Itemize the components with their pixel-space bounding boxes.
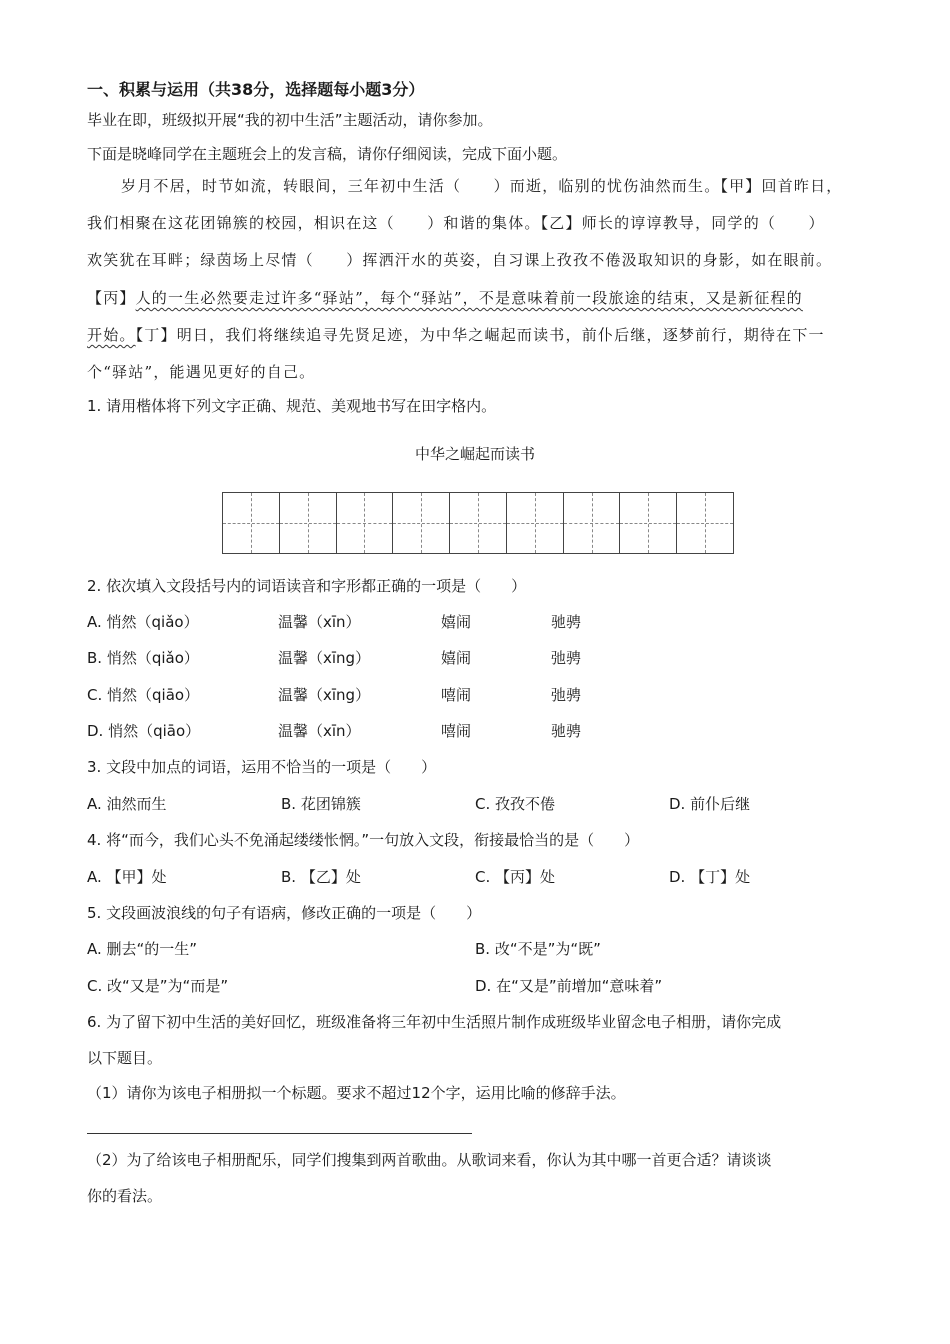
q5-option-c[interactable]: C. 改“又是”为“而是” — [87, 977, 229, 995]
q5-option-b[interactable]: B. 改“不是”为“既” — [475, 940, 601, 958]
q2-stem: 2. 依次填入文段括号内的词语读音和字形都正确的一项是（ ） — [87, 577, 527, 595]
grid-cell[interactable] — [337, 493, 394, 553]
q3-option-c[interactable]: C. 孜孜不倦 — [475, 795, 556, 813]
grid-cell[interactable] — [620, 493, 677, 553]
section-intro-2: 下面是晓峰同学在主题班会上的发言稿，请你仔细阅读，完成下面小题。 — [87, 145, 568, 163]
grid-cell[interactable] — [507, 493, 564, 553]
q6-stem-line-1: 6. 为了留下初中生活的美好回忆，班级准备将三年初中生活照片制作成班级毕业留念电子相册，请你完成 — [87, 1013, 782, 1031]
option-word-2: 温馨（xīn） — [278, 722, 361, 740]
q4-option-c[interactable]: C. 【丙】处 — [475, 868, 556, 886]
q6-sub1: （1）请你为该电子相册拟一个标题。要求不超过12个字，运用比喻的修辞手法。 — [87, 1084, 626, 1102]
marker-bing: 【丙】 — [87, 289, 136, 307]
option-word-3: 嘻闹 — [441, 686, 472, 704]
wavy-sentence-part-1: 人的一生必然要走过许多“驿站”，每个“驿站”，不是意味着前一段旅途的结束，又是新征程的 — [135, 289, 803, 307]
q1-stem: 1. 请用楷体将下列文字正确、规范、美观地书写在田字格内。 — [87, 397, 497, 415]
q3-option-a[interactable]: A. 油然而生 — [87, 795, 167, 813]
q4-option-b[interactable]: B. 【乙】处 — [281, 868, 361, 886]
option-word-1: C. 悄然（qiāo） — [87, 686, 200, 704]
section-title: 一、积累与运用（共38分，选择题每小题3分） — [87, 80, 425, 99]
option-word-3: 嬉闹 — [441, 613, 472, 631]
q1-copy-text: 中华之崛起而读书 — [414, 445, 535, 463]
option-word-4: 驰骋 — [551, 722, 582, 740]
grid-cell[interactable] — [564, 493, 621, 553]
q5-option-d[interactable]: D. 在“又是”前增加“意味着” — [475, 977, 663, 995]
q5-option-a[interactable]: A. 删去“的一生” — [87, 940, 198, 958]
q4-option-d[interactable]: D. 【丁】处 — [669, 868, 751, 886]
tianzige-grid[interactable] — [222, 492, 734, 554]
q5-stem: 5. 文段画波浪线的句子有语病，修改正确的一项是（ ） — [87, 904, 482, 922]
option-word-2: 温馨（xīng） — [278, 649, 371, 667]
passage-line-6: 个“驿站”，能遇见更好的自己。 — [87, 363, 316, 381]
section-intro-1: 毕业在即，班级拟开展“我的初中生活”主题活动，请你参加。 — [87, 111, 493, 129]
q4-option-a[interactable]: A. 【甲】处 — [87, 868, 167, 886]
option-word-4: 驰骋 — [551, 613, 582, 631]
passage-line-4 — [87, 288, 803, 308]
option-word-2: 温馨（xīng） — [278, 686, 371, 704]
grid-cell[interactable] — [223, 493, 280, 553]
option-word-3: 嘻闹 — [441, 722, 472, 740]
passage-line-1: 岁月不居，时节如流，转眼间，三年初中生活（ ）而逝，临别的忧伤油然而生。【甲】回首昨日， — [121, 177, 843, 195]
option-word-2: 温馨（xīn） — [278, 613, 361, 631]
q3-option-d[interactable]: D. 前仆后继 — [669, 795, 751, 813]
option-word-4: 弛骋 — [551, 686, 582, 704]
grid-cell[interactable] — [280, 493, 337, 553]
grid-cell[interactable] — [393, 493, 450, 553]
q4-stem: 4. 将“而今，我们心头不免涌起缕缕怅惘。”一句放入文段，衔接最恰当的是（ ） — [87, 831, 640, 849]
grid-cell[interactable] — [450, 493, 507, 553]
q3-stem: 3. 文段中加点的词语，运用不恰当的一项是（ ） — [87, 758, 437, 776]
grid-cell[interactable] — [677, 493, 733, 553]
option-word-1: A. 悄然（qiǎo） — [87, 613, 199, 631]
q3-option-b[interactable]: B. 花团锦簇 — [281, 795, 361, 813]
option-word-1: D. 悄然（qiāo） — [87, 722, 201, 740]
option-word-4: 弛骋 — [551, 649, 582, 667]
option-word-3: 嬉闹 — [441, 649, 472, 667]
q6-stem-line-2: 以下题目。 — [87, 1049, 163, 1067]
q6-sub2-line-1: （2）为了给该电子相册配乐，同学们搜集到两首歌曲。从歌词来看，你认为其中哪一首更合适？请谈谈 — [87, 1151, 772, 1169]
passage-line-5-rest: 【丁】明日，我们将继续追寻先贤足迹，为中华之崛起而读书，前仆后继，逐梦前行，期待在下一 — [135, 326, 825, 344]
option-word-1: B. 悄然（qiǎo） — [87, 649, 199, 667]
passage-line-5 — [87, 325, 825, 345]
passage-line-3: 欢笑犹在耳畔；绿茵场上尽情（ ）挥洒汗水的英姿，自习课上孜孜不倦汲取知识的身影，如在眼前。 — [87, 251, 833, 269]
q6-sub1-answer-line[interactable] — [87, 1133, 472, 1134]
q6-sub2-line-2: 你的看法。 — [87, 1187, 163, 1205]
wavy-sentence-part-2: 开始。 — [87, 326, 136, 344]
passage-line-2: 我们相聚在这花团锦簇的校园，相识在这（ ）和谐的集体。【乙】师长的谆谆教导，同学的（ ） — [87, 214, 825, 232]
